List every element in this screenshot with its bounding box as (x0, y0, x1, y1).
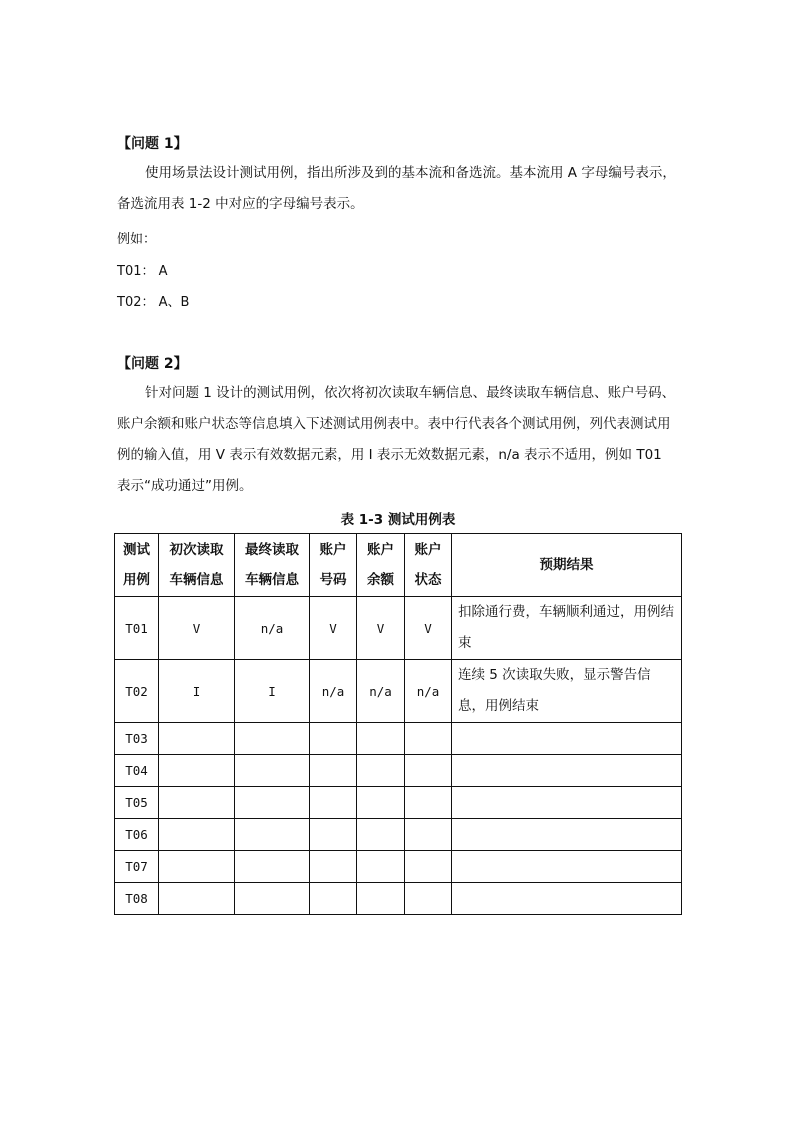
cell-first-read (159, 787, 235, 819)
cell-account-number: V (310, 597, 357, 660)
cell-account-number: n/a (310, 660, 357, 723)
cell-expected-result (452, 723, 682, 755)
cell-account-balance (357, 883, 405, 915)
header-account-balance: 账户 余额 (357, 534, 405, 597)
test-case-table (114, 533, 682, 915)
cell-account-balance (357, 787, 405, 819)
cell-expected-result (452, 851, 682, 883)
cell-account-status: n/a (405, 660, 452, 723)
cell-final-read (235, 755, 310, 787)
cell-case-id: T04 (115, 755, 159, 787)
question-2-description: 针对问题 1 设计的测试用例，依次将初次读取车辆信息、最终读取车辆信息、账户号码、账户余额和账户状态等信息填入下述测试用例表中。表中行代表各个测试用例，列代表测试用例的输入值，用 V 表示有效数据元素，用 I 表示无效数据元素，n/a 表示不适用，例如 T01 表示“成功通过”用例。 (117, 385, 676, 494)
cell-final-read: I (235, 660, 310, 723)
cell-first-read (159, 723, 235, 755)
cell-account-balance (357, 723, 405, 755)
cell-account-status (405, 819, 452, 851)
cell-account-number (310, 883, 357, 915)
cell-account-balance (357, 755, 405, 787)
cell-account-balance: V (357, 597, 405, 660)
header-expected-result: 预期结果 (452, 534, 682, 597)
table-row (115, 819, 682, 851)
cell-expected-result (452, 787, 682, 819)
cell-first-read: V (159, 597, 235, 660)
cell-expected-result: 扣除通行费，车辆顺利通过，用例结束 (452, 597, 682, 660)
cell-account-number (310, 787, 357, 819)
cell-case-id: T06 (115, 819, 159, 851)
example-label: 例如： (117, 232, 157, 247)
cell-case-id: T08 (115, 883, 159, 915)
cell-expected-result (452, 819, 682, 851)
cell-account-status: V (405, 597, 452, 660)
cell-account-balance (357, 819, 405, 851)
cell-account-status (405, 883, 452, 915)
cell-final-read (235, 723, 310, 755)
cell-account-number (310, 755, 357, 787)
cell-account-number (310, 723, 357, 755)
cell-first-read (159, 883, 235, 915)
table-row (115, 597, 682, 660)
cell-account-status (405, 787, 452, 819)
cell-case-id: T05 (115, 787, 159, 819)
example-t01: T01： A (117, 264, 168, 279)
table-row (115, 883, 682, 915)
cell-account-status (405, 755, 452, 787)
cell-account-balance (357, 851, 405, 883)
cell-first-read (159, 819, 235, 851)
header-account-number: 账户 号码 (310, 534, 357, 597)
question-1-description: 使用场景法设计测试用例，指出所涉及到的基本流和备选流。基本流用 A 字母编号表示，备选流用表 1-2 中对应的字母编号表示。 (117, 165, 676, 212)
cell-case-id: T03 (115, 723, 159, 755)
cell-case-id: T02 (115, 660, 159, 723)
cell-expected-result: 连续 5 次读取失败，显示警告信息，用例结束 (452, 660, 682, 723)
table-caption: 表 1-3 测试用例表 (340, 512, 456, 528)
question-2-heading: 【问题 2】 (117, 356, 188, 372)
cell-final-read (235, 883, 310, 915)
cell-first-read: I (159, 660, 235, 723)
header-final-read: 最终读取 车辆信息 (235, 534, 310, 597)
cell-case-id: T01 (115, 597, 159, 660)
cell-first-read (159, 755, 235, 787)
cell-account-status (405, 851, 452, 883)
cell-final-read: n/a (235, 597, 310, 660)
cell-final-read (235, 787, 310, 819)
example-t02: T02： A、B (117, 295, 190, 310)
header-account-status: 账户 状态 (405, 534, 452, 597)
table-row (115, 723, 682, 755)
table-row (115, 660, 682, 723)
cell-case-id: T07 (115, 851, 159, 883)
cell-account-balance: n/a (357, 660, 405, 723)
table-row (115, 755, 682, 787)
cell-account-number (310, 819, 357, 851)
cell-account-number (310, 851, 357, 883)
cell-final-read (235, 819, 310, 851)
cell-expected-result (452, 755, 682, 787)
table-header-row (115, 534, 682, 597)
table-row (115, 787, 682, 819)
header-first-read: 初次读取 车辆信息 (159, 534, 235, 597)
cell-account-status (405, 723, 452, 755)
table-row (115, 851, 682, 883)
cell-expected-result (452, 883, 682, 915)
cell-final-read (235, 851, 310, 883)
question-1-heading: 【问题 1】 (117, 136, 188, 152)
cell-first-read (159, 851, 235, 883)
header-case-id: 测试 用例 (115, 534, 159, 597)
